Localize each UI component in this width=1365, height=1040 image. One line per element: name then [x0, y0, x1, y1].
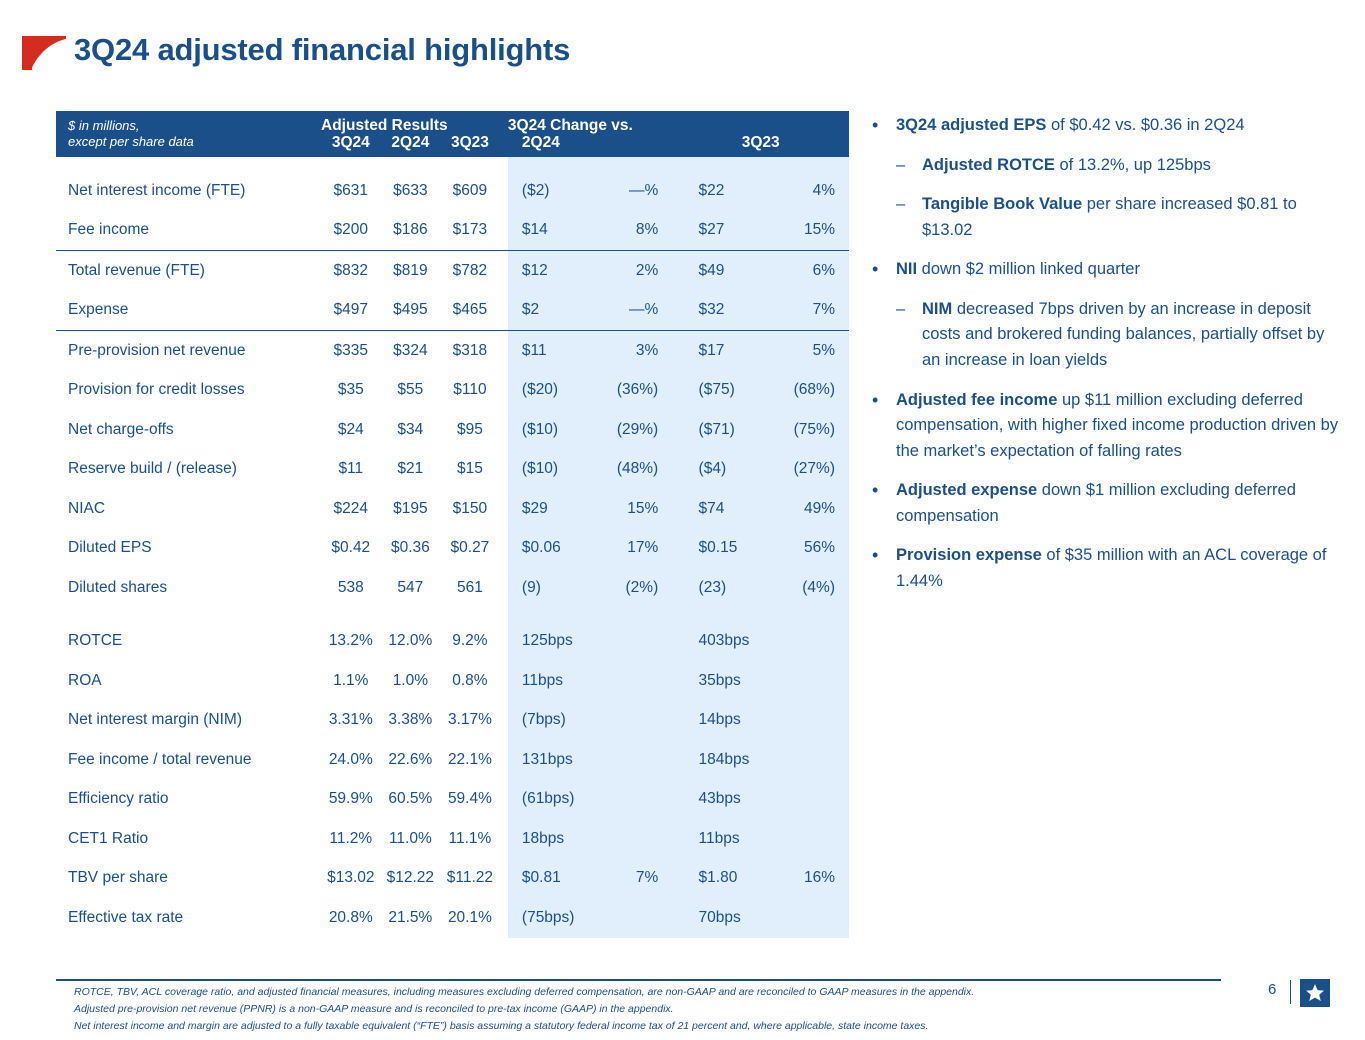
highlight-sub-bullet: [894, 192, 1346, 243]
row-change-divider: [672, 568, 684, 608]
row-value: $819: [381, 251, 441, 291]
row-change-3q23-pct: 6%: [765, 251, 849, 291]
row-value: 22.1%: [447, 750, 492, 768]
table-row: [56, 450, 849, 490]
row-value: 12.0%: [388, 632, 433, 650]
table-row: [56, 661, 849, 701]
row-change-2q24-pct: 17%: [588, 529, 672, 569]
row-label: Reserve build / (release): [68, 460, 237, 478]
row-change-2q24-value: $11: [508, 331, 588, 371]
row-change-3q23-value: ($4): [685, 450, 765, 490]
row-value: 1.0%: [392, 671, 429, 689]
row-change-2q24-value: ($20): [508, 371, 588, 411]
row-change-2q24-value: ($10): [508, 450, 588, 490]
row-value: 20.1%: [447, 908, 492, 926]
bullet-text: of 13.2%, up 125bps: [1054, 155, 1211, 174]
row-change-3q23-pct: (75%): [765, 410, 849, 450]
header-change-group: [508, 111, 849, 157]
row-value: 3.17%: [447, 711, 492, 729]
row-change-3q23-pct: 49%: [765, 489, 849, 529]
row-change-2q24-pct: 8%: [588, 211, 672, 251]
row-value: $633: [393, 181, 428, 199]
row-gap: [500, 740, 508, 780]
row-change-2q24-pct: [588, 819, 672, 859]
row-value: $34: [397, 420, 424, 438]
row-gap: [500, 898, 508, 938]
corner-logo-icon: [1300, 979, 1330, 1007]
bullet-lead: 3Q24 adjusted EPS: [896, 116, 1047, 134]
header-change-3q23: 3Q23: [741, 134, 780, 151]
row-change-2q24-pct: [588, 780, 672, 820]
row-value: $832: [321, 251, 381, 291]
row-change-2q24-pct: 2%: [588, 251, 672, 291]
row-change-2q24-value: 11bps: [508, 661, 588, 701]
row-change-divider: [672, 251, 684, 291]
table-units-label: [56, 111, 321, 157]
row-gap: [500, 661, 508, 701]
table-row: [56, 371, 849, 411]
row-change-divider: [672, 410, 684, 450]
bullet-lead: Adjusted ROTCE: [922, 155, 1055, 174]
row-label: Net charge-offs: [68, 420, 174, 438]
highlights-list: [868, 113, 1346, 608]
table-row: [56, 211, 849, 251]
row-value: 22.6%: [388, 750, 433, 768]
row-gap: [500, 780, 508, 820]
row-change-2q24-value: (75bps): [508, 898, 588, 938]
row-change-2q24-value: 18bps: [508, 819, 588, 859]
row-label: Fee income: [68, 221, 149, 239]
row-change-divider: [672, 211, 684, 251]
row-gap: [500, 622, 508, 662]
bullet-text: up $11 million excluding deferred compensation, with higher fixed income production driven by the market’s expectation of falling rates: [896, 390, 1339, 460]
table-row: [56, 568, 849, 608]
row-label: Pre-provision net revenue: [56, 331, 321, 371]
row-value: $631: [333, 181, 369, 199]
table-body: [56, 171, 849, 938]
bullet-lead: Tangible Book Value: [922, 195, 1083, 214]
row-change-3q23-value: 14bps: [685, 701, 765, 741]
row-value: 3.38%: [388, 711, 433, 729]
row-value: $195: [393, 499, 428, 517]
row-change-3q23-pct: [765, 898, 849, 938]
row-change-2q24-pct: (2%): [588, 568, 672, 608]
row-change-divider: [672, 859, 684, 899]
footer-divider: [56, 979, 1221, 981]
highlight-bullet: [868, 543, 1346, 594]
table-row: [56, 331, 849, 371]
row-change-3q23-value: 403bps: [685, 622, 765, 662]
row-change-3q23-value: $27: [685, 211, 765, 251]
row-change-2q24-pct: (29%): [588, 410, 672, 450]
row-gap: [500, 171, 508, 211]
table-row: [56, 780, 849, 820]
row-value: $224: [333, 499, 369, 517]
row-gap: [500, 211, 508, 251]
row-value: $0.36: [390, 539, 430, 557]
row-value: 547: [397, 578, 424, 596]
row-value: $324: [381, 331, 441, 371]
bullet-lead: Provision expense: [896, 546, 1042, 565]
row-change-3q23-pct: [765, 661, 849, 701]
row-gap: [500, 291, 508, 331]
bullet-text: down $1 million excluding deferred compensation: [896, 481, 1296, 525]
row-gap: [500, 701, 508, 741]
row-change-2q24-value: $0.06: [508, 529, 588, 569]
row-value: 13.2%: [328, 632, 373, 650]
row-gap: [500, 450, 508, 490]
row-change-3q23-value: $74: [685, 489, 765, 529]
row-change-divider: [672, 489, 684, 529]
header-adjusted-results: [321, 111, 500, 157]
row-change-2q24-pct: 3%: [588, 331, 672, 371]
row-value: $11.22: [446, 869, 494, 887]
table-spacer: [56, 157, 849, 171]
row-change-2q24-pct: [588, 661, 672, 701]
row-change-3q23-pct: [765, 701, 849, 741]
header-gap: [500, 111, 508, 157]
row-change-divider: [672, 819, 684, 859]
highlight-bullet: [868, 478, 1346, 529]
row-value: $95: [456, 420, 483, 438]
row-change-2q24-pct: 7%: [588, 859, 672, 899]
row-label: Provision for credit losses: [68, 381, 245, 399]
row-value: $0.42: [331, 539, 371, 557]
row-gap: [500, 489, 508, 529]
bullet-lead: Adjusted expense: [896, 481, 1038, 500]
row-label: Efficiency ratio: [68, 790, 169, 808]
row-change-3q23-value: $1.80: [685, 859, 765, 899]
bullet-text: of $0.42 vs. $0.36 in 2Q24: [1046, 116, 1245, 134]
table-row: [56, 701, 849, 741]
header-col-3q24: 3Q24: [331, 134, 370, 151]
row-change-2q24-value: (7bps): [508, 701, 588, 741]
footnotes: [74, 984, 1074, 1035]
row-value: 1.1%: [333, 671, 369, 689]
row-change-3q23-pct: 4%: [765, 171, 849, 211]
table-row: [56, 489, 849, 529]
row-gap: [500, 568, 508, 608]
row-value: 11.0%: [388, 829, 432, 847]
row-gap: [500, 371, 508, 411]
row-change-3q23-pct: 7%: [765, 291, 849, 331]
highlight-sub-bullet: [894, 297, 1346, 374]
row-label: CET1 Ratio: [68, 829, 149, 847]
units-line-2: except per share data: [68, 134, 194, 149]
row-change-2q24-pct: —%: [588, 291, 672, 331]
row-change-2q24-pct: 15%: [588, 489, 672, 529]
row-value: $0.27: [450, 539, 490, 557]
row-change-2q24-value: $2: [508, 291, 588, 331]
row-change-2q24-pct: [588, 622, 672, 662]
table-row: [56, 819, 849, 859]
row-label: Diluted EPS: [68, 539, 152, 557]
row-change-divider: [672, 171, 684, 211]
highlight-bullet: [868, 388, 1346, 465]
highlight-sub-bullet: [894, 153, 1346, 179]
row-change-3q23-pct: (68%): [765, 371, 849, 411]
row-value: $609: [452, 181, 488, 199]
row-change-2q24-value: $14: [508, 211, 588, 251]
row-change-2q24-value: $29: [508, 489, 588, 529]
row-change-2q24-value: $0.81: [508, 859, 588, 899]
row-change-2q24-value: (61bps): [508, 780, 588, 820]
row-change-2q24-pct: (48%): [588, 450, 672, 490]
row-change-divider: [672, 622, 684, 662]
row-change-2q24-value: $12: [508, 251, 588, 291]
row-value: 59.4%: [447, 790, 492, 808]
row-change-3q23-value: $32: [685, 291, 765, 331]
table-row: [56, 622, 849, 662]
header-col-2q24: 2Q24: [391, 134, 430, 151]
row-value: 538: [337, 578, 364, 596]
row-value: $186: [393, 221, 428, 239]
row-value: 11.1%: [448, 829, 492, 847]
row-value: $110: [453, 381, 487, 399]
row-change-3q23-value: 184bps: [685, 740, 765, 780]
row-change-divider: [672, 701, 684, 741]
row-value: 24.0%: [328, 750, 373, 768]
row-change-2q24-value: ($2): [508, 171, 588, 211]
row-change-divider: [672, 780, 684, 820]
bullet-text: down $2 million linked quarter: [917, 260, 1140, 279]
row-value: 561: [456, 578, 483, 596]
row-change-3q23-value: $0.15: [685, 529, 765, 569]
row-value: $497: [333, 301, 369, 319]
table-row: [56, 529, 849, 569]
row-value: $173: [452, 221, 488, 239]
row-change-3q23-value: $22: [685, 171, 765, 211]
row-change-2q24-value: (9): [508, 568, 588, 608]
row-label: Diluted shares: [68, 578, 168, 596]
row-gap: [500, 331, 508, 371]
header-col-3q23: 3Q23: [450, 134, 489, 151]
row-value: $335: [321, 331, 381, 371]
page-title: 3Q24 adjusted financial highlights: [74, 32, 571, 67]
row-value: $15: [456, 460, 483, 478]
row-value: 9.2%: [452, 632, 488, 650]
row-change-2q24-value: ($10): [508, 410, 588, 450]
table-row: [56, 410, 849, 450]
row-change-3q23-value: 35bps: [685, 661, 765, 701]
row-change-divider: [672, 331, 684, 371]
bullet-lead: NII: [896, 260, 918, 279]
row-change-2q24-value: 131bps: [508, 740, 588, 780]
row-change-3q23-value: $49: [685, 251, 765, 291]
row-change-3q23-pct: 16%: [765, 859, 849, 899]
row-label: Net interest income (FTE): [68, 181, 246, 199]
row-change-divider: [672, 450, 684, 490]
row-value: $13.02: [327, 869, 375, 887]
row-change-3q23-pct: 5%: [765, 331, 849, 371]
row-value: $24: [337, 420, 364, 438]
row-change-3q23-pct: [765, 780, 849, 820]
header-change-2q24: 2Q24: [521, 134, 560, 151]
row-gap: [500, 251, 508, 291]
row-label: ROTCE: [68, 632, 123, 650]
row-change-3q23-pct: [765, 740, 849, 780]
row-change-2q24-pct: [588, 898, 672, 938]
row-change-3q23-pct: (4%): [765, 568, 849, 608]
row-value: $150: [452, 499, 488, 517]
row-change-divider: [672, 740, 684, 780]
row-value: 3.31%: [328, 711, 373, 729]
row-change-2q24-pct: [588, 740, 672, 780]
row-change-3q23-value: $17: [685, 331, 765, 371]
row-change-3q23-value: (23): [685, 568, 765, 608]
row-value: $12.22: [386, 869, 435, 887]
row-value: 20.8%: [328, 908, 373, 926]
row-label: ROA: [68, 671, 102, 689]
bullet-text: per share increased $0.81 to $13.02: [922, 195, 1297, 239]
table-row: [56, 171, 849, 211]
row-change-3q23-pct: 56%: [765, 529, 849, 569]
table-row: [56, 251, 849, 291]
row-change-3q23-value: 11bps: [685, 819, 765, 859]
table-row: [56, 898, 849, 938]
row-label: NIAC: [68, 499, 106, 517]
row-change-2q24-pct: (36%): [588, 371, 672, 411]
table-row: [56, 291, 849, 331]
row-gap: [500, 529, 508, 569]
row-change-2q24-value: 125bps: [508, 622, 588, 662]
row-label: Effective tax rate: [68, 908, 184, 926]
row-change-divider: [672, 661, 684, 701]
row-gap: [500, 819, 508, 859]
bullet-lead: Adjusted fee income: [896, 390, 1058, 409]
row-value: $35: [337, 381, 364, 399]
row-change-3q23-pct: 15%: [765, 211, 849, 251]
row-value: 0.8%: [452, 671, 488, 689]
row-change-divider: [672, 371, 684, 411]
header-adjusted-results-label: Adjusted Results: [321, 116, 448, 134]
row-value: 21.5%: [388, 908, 433, 926]
row-label: Fee income / total revenue: [68, 750, 252, 768]
row-change-3q23-value: 70bps: [685, 898, 765, 938]
row-label: Total revenue (FTE): [56, 251, 321, 291]
row-change-divider: [672, 898, 684, 938]
table-row: [56, 859, 849, 899]
row-gap: [500, 859, 508, 899]
row-value: $782: [440, 251, 500, 291]
row-change-3q23-pct: [765, 819, 849, 859]
row-change-divider: [672, 529, 684, 569]
row-change-3q23-value: ($75): [685, 371, 765, 411]
row-change-divider: [672, 291, 684, 331]
row-value: $11: [338, 460, 364, 478]
row-change-3q23-value: ($71): [685, 410, 765, 450]
row-value: 60.5%: [388, 790, 433, 808]
row-change-3q23-value: 43bps: [685, 780, 765, 820]
highlight-bullet: [868, 113, 1346, 139]
footnote-line: Net interest income and margin are adjusted to a fully taxable equivalent (“FTE”) basis assuming a statutory federal income tax of 21 percent and, where applicable, state income taxes.: [74, 1020, 929, 1032]
row-value: $55: [397, 381, 424, 399]
row-gap: [500, 410, 508, 450]
row-value: $21: [397, 460, 424, 478]
bullet-text: decreased 7bps driven by an increase in deposit costs and brokered funding balances, partially offset by an increase in loan yields: [922, 299, 1325, 369]
page-number-separator: [1290, 980, 1291, 1004]
financial-table-wrap: [56, 111, 849, 938]
brand-flag-icon: [22, 36, 68, 76]
row-value: 11.2%: [329, 829, 373, 847]
footnote-line: ROTCE, TBV, ACL coverage ratio, and adjusted financial measures, including measures excluding deferred compensation, are non-GAAP and are reconciled to GAAP measures in the appendix.: [74, 986, 975, 998]
row-value: $318: [440, 331, 500, 371]
bullet-text: of $35 million with an ACL coverage of 1.44%: [896, 546, 1327, 590]
header-change-label: 3Q24 Change vs.: [507, 116, 633, 134]
row-label: Expense: [68, 301, 129, 319]
units-line-1: $ in millions,: [68, 117, 140, 133]
highlight-bullet: [868, 257, 1346, 283]
bullet-lead: NIM: [922, 299, 953, 318]
page-number: 6: [1268, 981, 1277, 998]
row-label: TBV per share: [68, 869, 168, 887]
row-value: $465: [452, 301, 488, 319]
footnote-line: Adjusted pre-provision net revenue (PPNR) is a non-GAAP measure and is reconciled to pre-tax income (GAAP) in the appendix.: [74, 1003, 674, 1015]
row-value: $200: [333, 221, 369, 239]
row-change-3q23-pct: (27%): [765, 450, 849, 490]
financial-table: [56, 111, 849, 938]
row-change-2q24-pct: —%: [588, 171, 672, 211]
table-header-row: [56, 111, 849, 157]
row-change-3q23-pct: [765, 622, 849, 662]
table-spacer: [56, 608, 849, 622]
row-change-2q24-pct: [588, 701, 672, 741]
table-row: [56, 740, 849, 780]
row-value: 59.9%: [328, 790, 373, 808]
row-value: $495: [393, 301, 428, 319]
row-label: Net interest margin (NIM): [68, 711, 242, 729]
